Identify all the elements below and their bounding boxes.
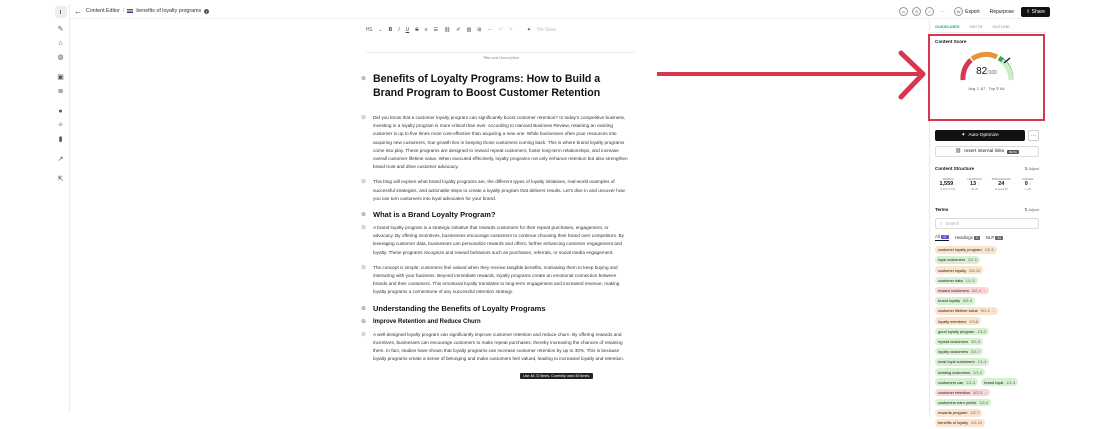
sparkle-icon: ✦ — [961, 133, 966, 138]
filter-nlp-label: NLP — [985, 235, 995, 240]
filter-nlp[interactable] — [986, 235, 1003, 240]
heading-3[interactable] — [361, 318, 629, 327]
list-bullet-icon[interactable]: ☰ — [433, 27, 438, 33]
term-text: loyal customers — [938, 257, 966, 263]
editor-toolbar — [366, 25, 636, 35]
term-row — [935, 266, 1041, 274]
term-row — [935, 256, 1041, 264]
term-chip[interactable] — [935, 389, 990, 397]
score-max: /100 — [987, 70, 997, 76]
paragraph[interactable] — [361, 114, 629, 171]
more-format-icon[interactable]: ··· — [487, 27, 493, 33]
redo-icon[interactable]: ↷ — [508, 27, 513, 33]
term-text: customer loyalty program — [938, 247, 982, 253]
term-count: 1/2-7 — [970, 410, 980, 416]
term-count: 1/2-3 — [984, 247, 994, 253]
document[interactable] — [361, 72, 629, 363]
globe-icon[interactable]: ◍ — [57, 54, 64, 61]
term-text: existing customers — [938, 369, 971, 375]
filter-all[interactable] — [935, 234, 949, 241]
term-text: customer lifetime value — [938, 308, 978, 314]
terms-search-input[interactable] — [935, 218, 1039, 229]
filter-headings[interactable] — [955, 235, 980, 240]
term-row — [935, 378, 1041, 386]
content-structure-title: Content Structure — [935, 166, 975, 171]
comment-icon[interactable]: ▭ — [899, 7, 908, 16]
breadcrumb — [86, 8, 209, 14]
trend-icon[interactable]: ↗ — [57, 156, 64, 163]
link-icon[interactable]: ⛓ — [444, 27, 451, 33]
ai-sparkle-icon[interactable]: ✦ — [526, 27, 532, 33]
share-label: Share — [1031, 8, 1045, 15]
words-label: WORDS — [942, 177, 954, 181]
history-icon[interactable]: ◷ — [912, 7, 921, 16]
heading-2[interactable] — [361, 210, 629, 220]
adjust-label: Adjust — [1028, 167, 1039, 171]
breadcrumb-separator: / — [122, 8, 125, 14]
search-icon: ⌕ — [940, 221, 943, 226]
term-count: 1/2-4 — [979, 400, 989, 406]
doc-plus-icon[interactable]: ▣ — [57, 74, 64, 81]
term-chip[interactable] — [981, 378, 1018, 386]
bold-button[interactable]: B — [388, 27, 393, 33]
breadcrumb-page: benefits of loyalty programs — [136, 8, 202, 14]
repurpose-button[interactable]: Repurpose — [989, 8, 1015, 15]
paragraph[interactable] — [361, 178, 629, 203]
term-count: 2/2-10 — [971, 420, 983, 426]
term-row — [935, 297, 1041, 305]
image-icon[interactable]: ▨ — [466, 27, 472, 33]
title-description-toggle[interactable]: Title and Description — [366, 52, 636, 60]
paragraphs-label: PARAGRAPHS — [991, 177, 1011, 181]
term-count: 2/6-12 — [969, 267, 981, 273]
images-range: 1-25 — [1025, 187, 1031, 191]
structure-adjust-button[interactable]: ⇅ Adjust — [1024, 167, 1039, 171]
structure-words — [935, 177, 961, 191]
paragraph[interactable] — [361, 331, 629, 364]
term-chip[interactable] — [935, 399, 991, 407]
left-rail — [52, 4, 70, 413]
more-icon[interactable]: ··· — [940, 9, 945, 14]
panel-tabs — [930, 20, 1045, 33]
content-score-title: Content Score — [935, 39, 967, 44]
headings-range: 24-39 — [971, 187, 979, 191]
paragraph[interactable] — [361, 264, 629, 297]
filter-headings-count: 0 — [976, 236, 978, 240]
content-structure — [935, 177, 1041, 191]
term-row — [935, 307, 1041, 315]
term-chip[interactable] — [935, 246, 997, 254]
top-actions — [899, 6, 1050, 17]
term-row — [935, 338, 1041, 346]
words-arrow: ↓ — [954, 182, 957, 186]
style-select[interactable]: H1 — [366, 27, 373, 33]
highlight-icon[interactable]: ✐ — [456, 27, 461, 33]
compose-icon[interactable]: ✎ — [57, 26, 64, 33]
term-text: repeat customers — [938, 338, 969, 344]
block-handle-icon[interactable]: ⊕ — [361, 179, 367, 186]
term-count: 1/1-3 — [1006, 379, 1016, 385]
term-chip[interactable] — [935, 409, 982, 417]
wordpress-icon: W — [954, 7, 963, 16]
block-handle-icon[interactable]: ⊕ — [361, 331, 367, 338]
term-chip[interactable] — [935, 256, 980, 264]
tab-guidelines[interactable]: GUIDELINES — [935, 24, 960, 29]
term-trend-arrow: ↓ — [985, 389, 988, 395]
search-placeholder: Search — [945, 221, 960, 226]
term-text: benefits of loyalty — [938, 420, 969, 426]
adjust-label: Adjust — [1028, 208, 1039, 212]
term-count: 0/2-4 — [971, 288, 981, 294]
auto-optimize-button[interactable] — [935, 130, 1025, 141]
us-flag-icon — [127, 9, 133, 13]
term-text: brand loyal — [984, 379, 1004, 385]
gauge-orange-arc — [972, 54, 997, 59]
check-icon[interactable]: ✓ — [925, 7, 934, 16]
term-count: 1/1-3 — [966, 379, 976, 385]
block-handle-icon[interactable]: ⊕ — [361, 318, 367, 325]
avg-value: 67 — [980, 86, 986, 91]
term-text: rewards program — [938, 410, 968, 416]
term-text: loyalty members — [938, 318, 967, 324]
headings-label: HEADINGS — [967, 177, 982, 181]
list-icon[interactable]: ≣ — [57, 88, 64, 95]
term-tooltip: Use 48-72 times. Currently used 45 times. — [520, 373, 593, 379]
tab-facts[interactable]: FACTS — [969, 24, 983, 29]
heading-text: Understanding the Benefits of Loyalty Programs — [373, 303, 546, 313]
term-count: 2/2-7 — [971, 349, 980, 355]
filter-all-label: All — [935, 234, 940, 239]
info-icon[interactable]: i — [204, 9, 209, 14]
term-row — [935, 419, 1041, 427]
block-handle-icon[interactable]: ⊕ — [361, 305, 367, 312]
words-range: 3,971-4,754 — [940, 187, 956, 191]
paragraph-text: A brand loyalty program is a strategic initiative that rewards customers for their repeat purchases, engagement, or advocacy. By offering incentives, businesses encourage customers to continue choosing their brand over competitors. By leveraging customer data, businesses can personalize rewards and offers, further enhancing customer engagement and loyalty. These programs recognize and reward behaviors such as purchases, referrals, or social media engagement. — [373, 225, 625, 255]
term-chip[interactable] — [935, 368, 985, 376]
filter-headings-label: Headings — [954, 235, 973, 240]
term-text: brand loyalty — [938, 298, 961, 304]
term-chip[interactable] — [935, 307, 998, 315]
bulb-icon[interactable]: ● — [58, 107, 63, 115]
align-icon[interactable]: ≡ — [424, 27, 428, 33]
strike-button[interactable]: S — [415, 27, 419, 33]
save-status: No Sess — [537, 27, 557, 33]
term-row — [935, 368, 1041, 376]
document-title-text: Benefits of Loyalty Programs: How to Build a Brand Program to Boost Customer Retention — [373, 73, 601, 99]
term-row — [935, 328, 1041, 336]
headings-arrow: ↓ — [977, 182, 980, 186]
top-label: Top — [988, 86, 996, 91]
home-icon[interactable]: ⌂ — [58, 39, 63, 47]
term-row — [935, 348, 1041, 356]
term-row — [935, 246, 1041, 254]
term-chip[interactable] — [935, 297, 975, 305]
italic-button[interactable]: I — [398, 27, 400, 33]
paragraph-text: The concept is simple: customers feel valued when they receive tangible benefits, motivating them to keep buying and interacting with your business. Beyond immediate rewards, loyalty programs create an emotional connection between brands and their customers. This emotional loyalty translates to long-term engagement and increased revenue, making loyalty programs a cornerstone of any successful retention strategy. — [373, 264, 620, 295]
underline-button[interactable]: U — [405, 27, 410, 33]
words-number: 1,559 — [939, 181, 954, 187]
heading-text: What is a Brand Loyalty Program? — [373, 210, 496, 220]
images-arrow: ↓ — [1029, 182, 1032, 186]
term-chip[interactable] — [935, 348, 983, 356]
annotation-arrow-icon — [657, 49, 935, 101]
term-count: 5/5-9 — [963, 298, 972, 304]
export-button[interactable] — [951, 6, 982, 17]
app-logo[interactable]: ı — [55, 6, 67, 18]
term-count: 1/3-6 — [969, 318, 979, 324]
structure-paragraphs — [988, 177, 1014, 191]
score-number: 82 — [976, 66, 988, 77]
term-chip[interactable] — [935, 287, 989, 295]
block-handle-icon[interactable]: ⊕ — [361, 212, 367, 219]
block-handle-icon[interactable]: ⊕ — [361, 225, 367, 232]
chart-icon[interactable]: ▮ — [58, 136, 63, 143]
term-trend-arrow: ↓ — [992, 308, 995, 314]
term-chip[interactable] — [935, 277, 978, 285]
block-handle-icon[interactable]: ⊕ — [361, 264, 367, 271]
term-text: customers can — [938, 379, 964, 385]
term-text: reward customers — [938, 288, 969, 294]
paragraph[interactable] — [361, 224, 629, 257]
term-chip[interactable] — [935, 266, 983, 274]
tab-outline[interactable]: OUTLINE — [992, 24, 1010, 29]
chevron-down-icon[interactable]: ⌄ — [378, 27, 383, 33]
panel-more-button[interactable]: ··· — [1028, 130, 1039, 141]
term-row — [935, 277, 1041, 285]
beta-badge: BETA — [1009, 149, 1017, 154]
insert-links-label: Insert internal links — [964, 149, 1005, 154]
term-chip[interactable] — [935, 317, 981, 325]
term-text: most loyal customers — [938, 359, 975, 365]
score-benchmarks: Avg ⇩ 67 Top ⚲ 84 — [968, 86, 1005, 91]
term-text: good loyalty program — [938, 328, 975, 334]
images-label: IMAGES — [1022, 177, 1034, 181]
images-number: 0 — [1024, 181, 1028, 187]
term-row — [935, 287, 1041, 295]
term-count: 2/1-3 — [973, 369, 983, 375]
paragraphs-number: 24 — [998, 181, 1005, 187]
heading-2[interactable] — [361, 304, 629, 314]
term-chip[interactable] — [935, 378, 978, 386]
term-chip[interactable] — [935, 419, 985, 427]
content-score-value — [930, 66, 1043, 77]
filter-all-count: 47 — [942, 235, 947, 239]
terms-filters — [935, 234, 1003, 241]
term-row — [935, 358, 1041, 366]
tool-icon[interactable]: ✧ — [57, 122, 64, 129]
paragraph-text: A well-designed loyalty program can significantly improve customer retention and reduce churn. By offering rewards and incentives, businesses can encourage customers to make repeat purchases, thereby increasing the chances of retaining them. In fact, studies have shown that loyalty programs can increase customer retention by up to 30%. This is because loyalty programs create a sense of belonging and make customers feel valued, leading to increased loyalty and retention. — [373, 331, 625, 362]
heading-text: Improve Retention and Reduce Churn — [373, 318, 481, 325]
term-count: 1/1-4 — [977, 359, 987, 365]
term-row — [935, 409, 1041, 417]
paragraphs-range: at least 80 — [994, 187, 1008, 191]
content-score-highlight — [928, 34, 1045, 121]
export-label: Export — [965, 8, 980, 15]
term-text: loyalty customers — [938, 349, 969, 355]
term-count: 3/2-3 — [971, 338, 980, 344]
top-bar — [70, 4, 1050, 19]
term-count: 2/2-5 — [968, 257, 977, 263]
term-trend-arrow: ↓ — [983, 288, 986, 294]
term-row — [935, 389, 1041, 397]
term-text: customer loyalty — [938, 267, 967, 273]
term-count: 5/1-3 — [980, 308, 990, 314]
term-row — [935, 399, 1041, 407]
structure-headings — [962, 177, 988, 191]
guidelines-panel — [929, 20, 1045, 426]
breadcrumb-root[interactable]: Content Editor — [86, 8, 120, 14]
terms-title: Terms — [935, 207, 949, 212]
term-count: 1/1-3 — [965, 277, 975, 283]
link-icon: ⛓ — [955, 149, 962, 154]
back-arrow-icon[interactable]: ← — [74, 6, 82, 16]
auto-optimize-label: Auto-Optimize — [968, 133, 999, 138]
paragraph-text: Did you know that a customer loyalty program can significantly boost customer retention? In today's competitive business, investing in a loyalty program is more critical than ever. According to Harvard Business Review, retaining an existing customer is up to five times more cost-effective than acquiring a new one. While businesses often pour resources into acquiring new customers, true growth lies in keeping those customers coming back. This is where brand loyalty programs come into play. These programs are designed to reward repeat customers, foster long-term relationships, and increase overall customer lifetime value. When executed effectively, loyalty programs not only enhance retention but also strengthen brand trust and drive customer advocacy. — [373, 115, 628, 170]
structure-images — [1015, 177, 1041, 191]
document-title[interactable] — [361, 72, 629, 100]
undo-icon[interactable]: ↶ — [498, 27, 503, 33]
term-chip[interactable] — [935, 358, 989, 366]
term-text: customers earn points — [938, 400, 977, 406]
term-count: 8/2-3 — [973, 389, 983, 395]
term-row — [935, 317, 1041, 325]
term-chip[interactable] — [935, 338, 983, 346]
block-handle-icon[interactable]: ⊕ — [361, 115, 367, 121]
top-value: 84 — [1000, 86, 1005, 91]
term-text: customer retention — [938, 389, 971, 395]
external-icon[interactable]: ⇱ — [57, 176, 64, 183]
block-handle-icon[interactable]: ⊕ — [361, 76, 367, 82]
term-chip[interactable] — [935, 328, 989, 336]
terms-list — [935, 246, 1041, 429]
headings-number: 13 — [969, 181, 977, 187]
insert-links-button[interactable] — [935, 146, 1039, 157]
term-count: 1/1-2 — [977, 328, 987, 334]
avg-label: Avg — [968, 86, 976, 91]
table-icon[interactable]: ⊞ — [477, 27, 482, 33]
paragraph-text: This blog will explore what brand loyalty programs are, the different types of loyalty initiatives, real-world examples of successful strategies, and actionable steps to create a loyalty program that delivers results. Let's dive in and uncover how you can turn customers into loyal advocates for your brand. — [373, 179, 625, 201]
filter-nlp-count: 34 — [997, 236, 1002, 240]
share-button[interactable]: ⇧ Share — [1021, 7, 1050, 17]
terms-adjust-button[interactable]: ⇅ Adjust — [1024, 208, 1039, 212]
term-text: customer data — [938, 277, 963, 283]
